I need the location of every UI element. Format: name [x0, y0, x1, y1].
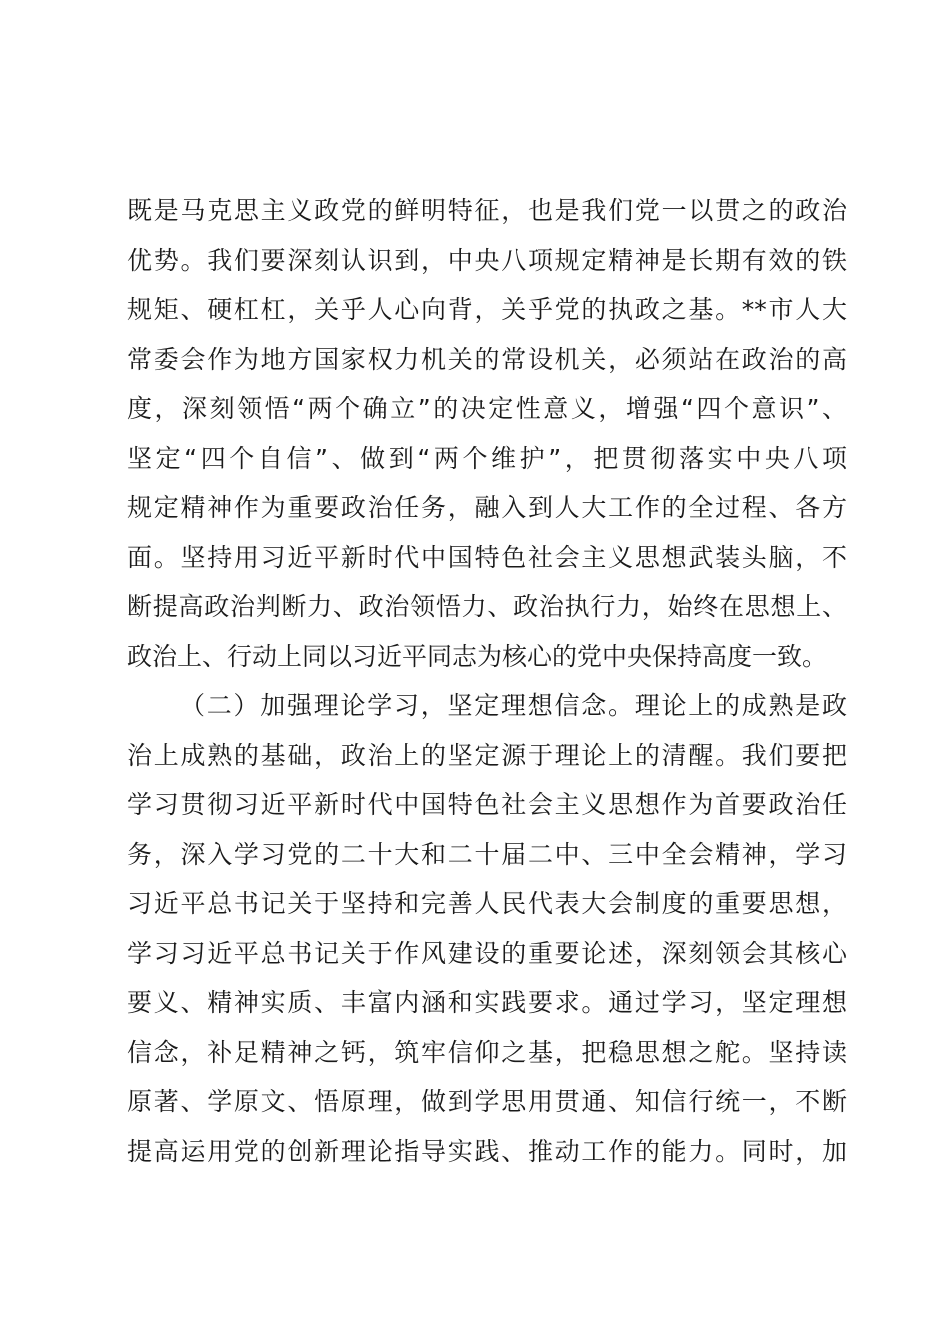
text-line: 坚定“四个自信”、做到“两个维护”，把贯彻落实中央八项	[127, 443, 847, 473]
text-line: 既是马克思主义政党的鲜明特征，也是我们党一以贯之的政治	[127, 196, 847, 225]
text-line: 规矩、硬杠杠，关乎人心向背，关乎党的执政之基。**市人大	[127, 295, 847, 324]
text-line: 信念，补足精神之钙，筑牢信仰之基，把稳思想之舵。坚持读	[127, 1037, 847, 1067]
text-line: 原著、学原文、悟原理，做到学思用贯通、知信行统一，不断	[127, 1087, 847, 1116]
text-line: 常委会作为地方国家权力机关的常设机关，必须站在政治的高	[127, 344, 847, 374]
text-line: 提高运用党的创新理论指导实践、推动工作的能力。同时，加	[127, 1136, 847, 1166]
text-line: 学习习近平总书记关于作风建设的重要论述，深刻领会其核心	[127, 938, 847, 968]
text-line: 优势。我们要深刻认识到，中央八项规定精神是长期有效的铁	[127, 245, 847, 275]
text-line: 治上成熟的基础，政治上的坚定源于理论上的清醒。我们要把	[127, 740, 847, 770]
paragraph-end-line: 政治上、行动上同以习近平同志为核心的党中央保持高度一致。	[127, 641, 828, 671]
section-heading-line: （二）加强理论学习，坚定理想信念。理论上的成熟是政	[180, 691, 847, 720]
text-line: 面。坚持用习近平新时代中国特色社会主义思想武装头脑，不	[127, 542, 847, 572]
text-line: 度，深刻领悟“两个确立”的决定性意义，增强“四个意识”、	[127, 394, 847, 423]
text-line: 务，深入学习党的二十大和二十届二中、三中全会精神，学习	[127, 839, 847, 869]
text-line: 断提高政治判断力、政治领悟力、政治执行力，始终在思想上、	[127, 592, 847, 621]
text-line: 规定精神作为重要政治任务，融入到人大工作的全过程、各方	[127, 493, 847, 522]
text-line: 要义、精神实质、丰富内涵和实践要求。通过学习，坚定理想	[127, 988, 847, 1017]
body-text	[127, 186, 847, 1176]
text-line: 习近平总书记关于坚持和完善人民代表大会制度的重要思想，	[127, 889, 847, 918]
text-line: 学习贯彻习近平新时代中国特色社会主义思想作为首要政治任	[127, 790, 847, 819]
